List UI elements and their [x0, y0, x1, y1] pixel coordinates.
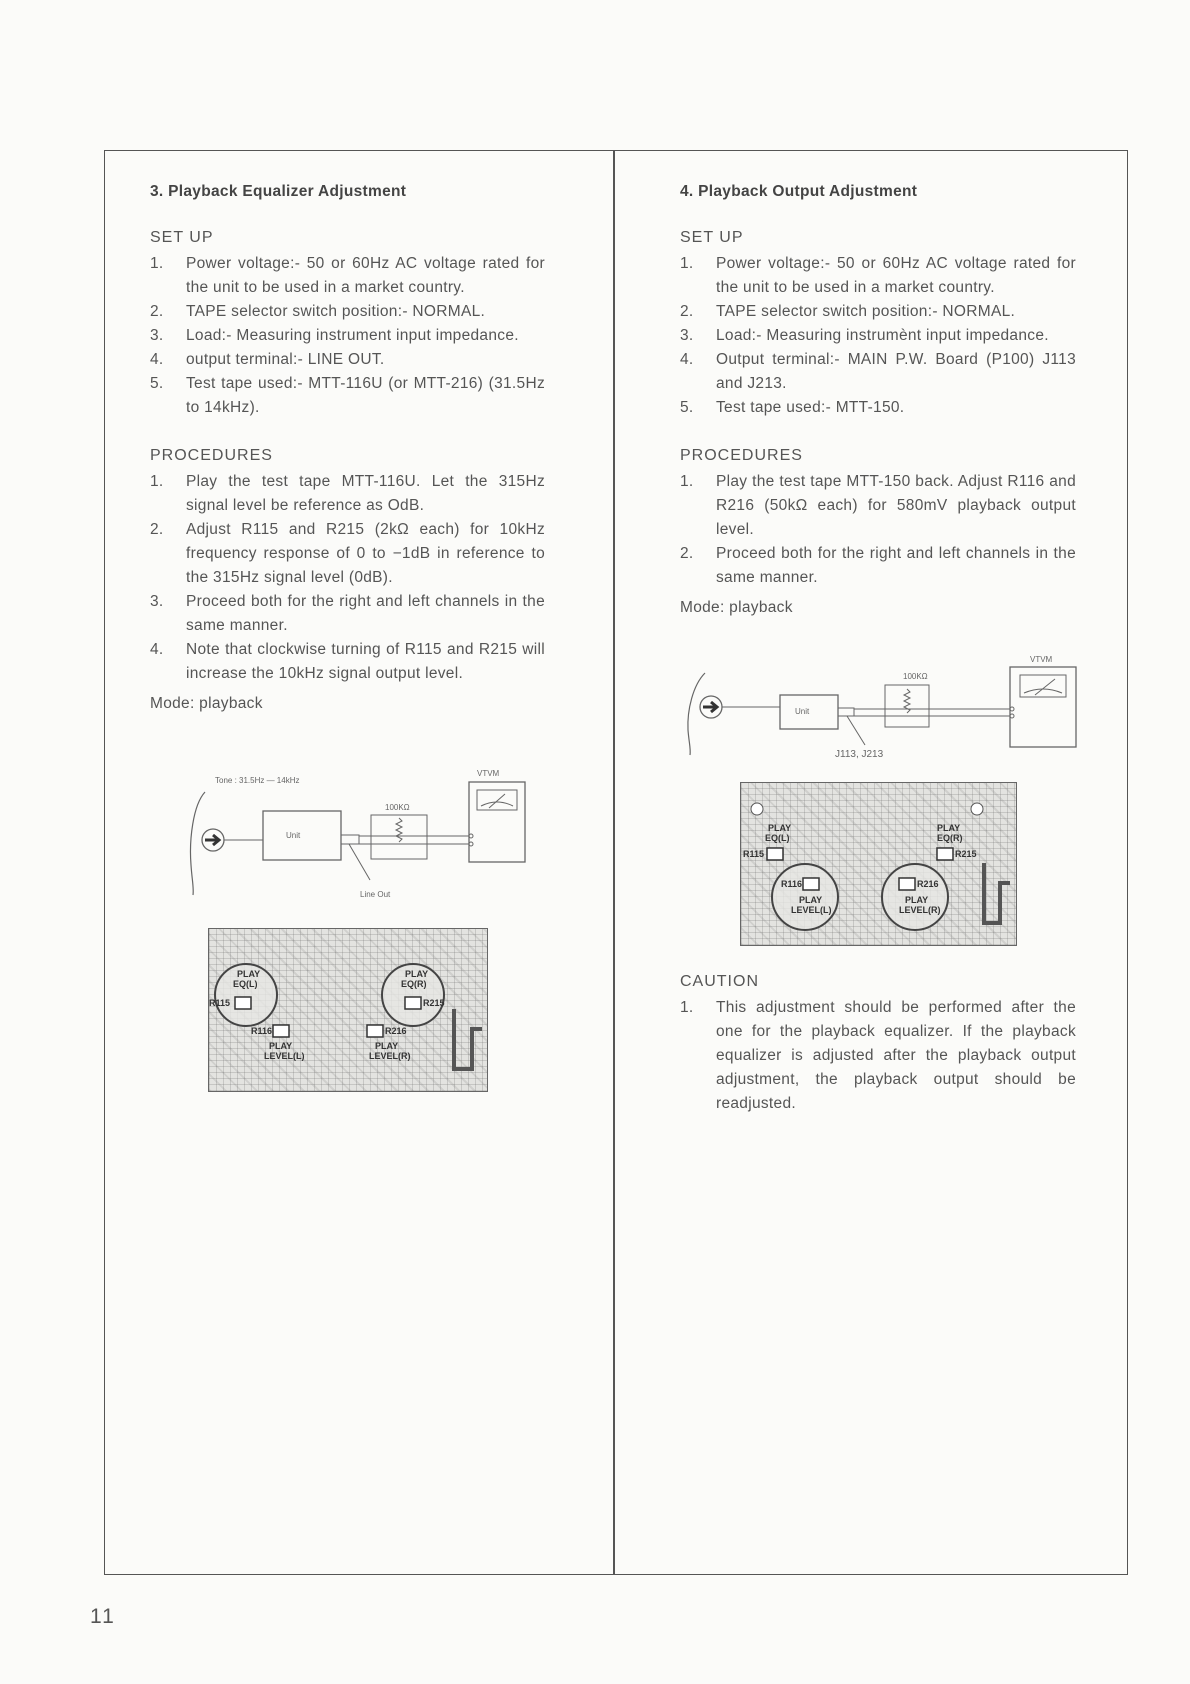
pcb-label: PLAY — [237, 969, 261, 979]
list-item: 3. Proceed both for the right and left channels in the same manner. — [150, 593, 545, 634]
procedures-heading: PROCEDURES — [680, 447, 803, 464]
mode-label: Mode: playback — [680, 599, 793, 616]
list-item: 4. Output terminal:- MAIN P.W. Board (P100) J113 and J213. — [680, 351, 1076, 392]
right-connection-diagram — [675, 655, 1080, 760]
list-item: 5. Test tape used:- MTT-150. — [680, 399, 905, 416]
setup-heading: SET UP — [680, 229, 744, 246]
list-item: 1. Play the test tape MTT-150 back. Adjust R116 and R216 (50kΩ each) for 580mV playback output level. — [680, 473, 1076, 538]
right-column — [680, 180, 1076, 620]
left-connection-diagram — [185, 770, 530, 905]
setup-heading: SET UP — [150, 229, 214, 246]
pcb-label: EQ(R) — [401, 979, 427, 989]
trimmer-r116 — [273, 1025, 289, 1037]
trimmer-r216 — [899, 878, 915, 890]
pcb-label: PLAY — [799, 895, 823, 905]
vtvm-label: VTVM — [477, 770, 500, 778]
left-pcb-photo — [208, 928, 488, 1092]
list-item: 3. Load:- Measuring instrumènt input impedance. — [680, 327, 1049, 344]
pcb-label: LEVEL(L) — [264, 1051, 305, 1061]
list-item: 4. Note that clockwise turning of R115 and R215 will increase the 10kHz signal output level. — [150, 641, 545, 682]
right-pcb-photo — [740, 782, 1017, 946]
list-item: 1. This adjustment should be performed after the one for the playback equalizer. If the playback equalizer is adjusted after the playback output adjustment, the playback output should be readjusted. — [680, 999, 1076, 1112]
procedures-list — [680, 470, 1076, 590]
pcb-label: R215 — [955, 849, 977, 859]
arrow-icon — [703, 702, 717, 712]
page-number: 11 — [90, 1605, 116, 1628]
list-item: 2. TAPE selector switch position:- NORMAL. — [680, 303, 1016, 320]
list-item: 1. Power voltage:- 50 or 60Hz AC voltage rated for the unit to be used in a market country. — [680, 255, 1076, 296]
unit-label: Unit — [286, 831, 301, 840]
procedures-list — [150, 470, 545, 686]
pcb-label: EQ(L) — [765, 833, 790, 843]
section-title-playback-equalizer: 3. Playback Equalizer Adjustment — [150, 183, 407, 200]
pcb-label: LEVEL(R) — [369, 1051, 411, 1061]
column-divider — [613, 150, 615, 1575]
pcb-label: R216 — [385, 1026, 407, 1036]
caution-heading: CAUTION — [680, 973, 759, 990]
trimmer-r216 — [367, 1025, 383, 1037]
trimmer-r116 — [803, 878, 819, 890]
pcb-label: EQ(L) — [233, 979, 258, 989]
tone-label: Tone : 31.5Hz — 14kHz — [215, 776, 300, 785]
resistor-symbol — [396, 818, 402, 842]
trimmer-r215 — [405, 997, 421, 1009]
pcb-label: LEVEL(R) — [899, 905, 941, 915]
pcb-label: PLAY — [937, 823, 961, 833]
pcb-label: EQ(R) — [937, 833, 963, 843]
pcb-label: R115 — [743, 849, 765, 859]
jack-label: J113, J213 — [835, 749, 884, 760]
list-item: 1. Power voltage:- 50 or 60Hz AC voltage rated for the unit to be used in a market country. — [150, 255, 545, 296]
pcb-label: PLAY — [768, 823, 792, 833]
unit-box — [263, 811, 341, 860]
trimmer-r115 — [767, 848, 783, 860]
pcb-label: R215 — [423, 998, 445, 1008]
left-column — [150, 180, 545, 716]
list-item: 2. Proceed both for the right and left channels in the same manner. — [680, 545, 1076, 586]
section-title-playback-output: 4. Playback Output Adjustment — [680, 183, 918, 200]
pcb-label: PLAY — [405, 969, 429, 979]
list-item: 5. Test tape used:- MTT-116U (or MTT-216) (31.5Hz to 14kHz). — [150, 375, 545, 416]
caution-list — [680, 996, 1076, 1116]
list-item: 3. Load:- Measuring instrument input impedance. — [150, 327, 519, 344]
setup-list — [150, 252, 545, 420]
resistor-label: 100KΩ — [385, 803, 410, 812]
pcb-label: PLAY — [269, 1041, 293, 1051]
pcb-label: LEVEL(L) — [791, 905, 832, 915]
mode-label: Mode: playback — [150, 695, 263, 712]
procedures-heading: PROCEDURES — [150, 447, 273, 464]
arrow-icon — [205, 835, 219, 845]
pcb-label: PLAY — [375, 1041, 399, 1051]
setup-list — [680, 252, 1076, 420]
list-item: 2. Adjust R115 and R215 (2kΩ each) for 10kHz frequency response of 0 to −1dB in reference to the 315Hz signal level (0dB). — [150, 521, 545, 586]
vtvm-label: VTVM — [1030, 655, 1053, 664]
pcb-label: R116 — [251, 1026, 273, 1036]
pcb-label: R116 — [781, 879, 803, 889]
unit-label: Unit — [795, 707, 810, 716]
pcb-label: PLAY — [905, 895, 929, 905]
pcb-label: R115 — [209, 998, 231, 1008]
caution-section — [680, 970, 1076, 1116]
trimmer-r115 — [235, 997, 251, 1009]
line-out-label: Line Out — [360, 890, 391, 899]
pcb-label: R216 — [917, 879, 939, 889]
trimmer-r215 — [937, 848, 953, 860]
list-item: 1. Play the test tape MTT-116U. Let the 315Hz signal level be reference as OdB. — [150, 473, 545, 514]
list-item: 4. output terminal:- LINE OUT. — [150, 351, 385, 368]
resistor-label: 100KΩ — [903, 672, 928, 681]
list-item: 2. TAPE selector switch position:- NORMAL. — [150, 303, 486, 320]
